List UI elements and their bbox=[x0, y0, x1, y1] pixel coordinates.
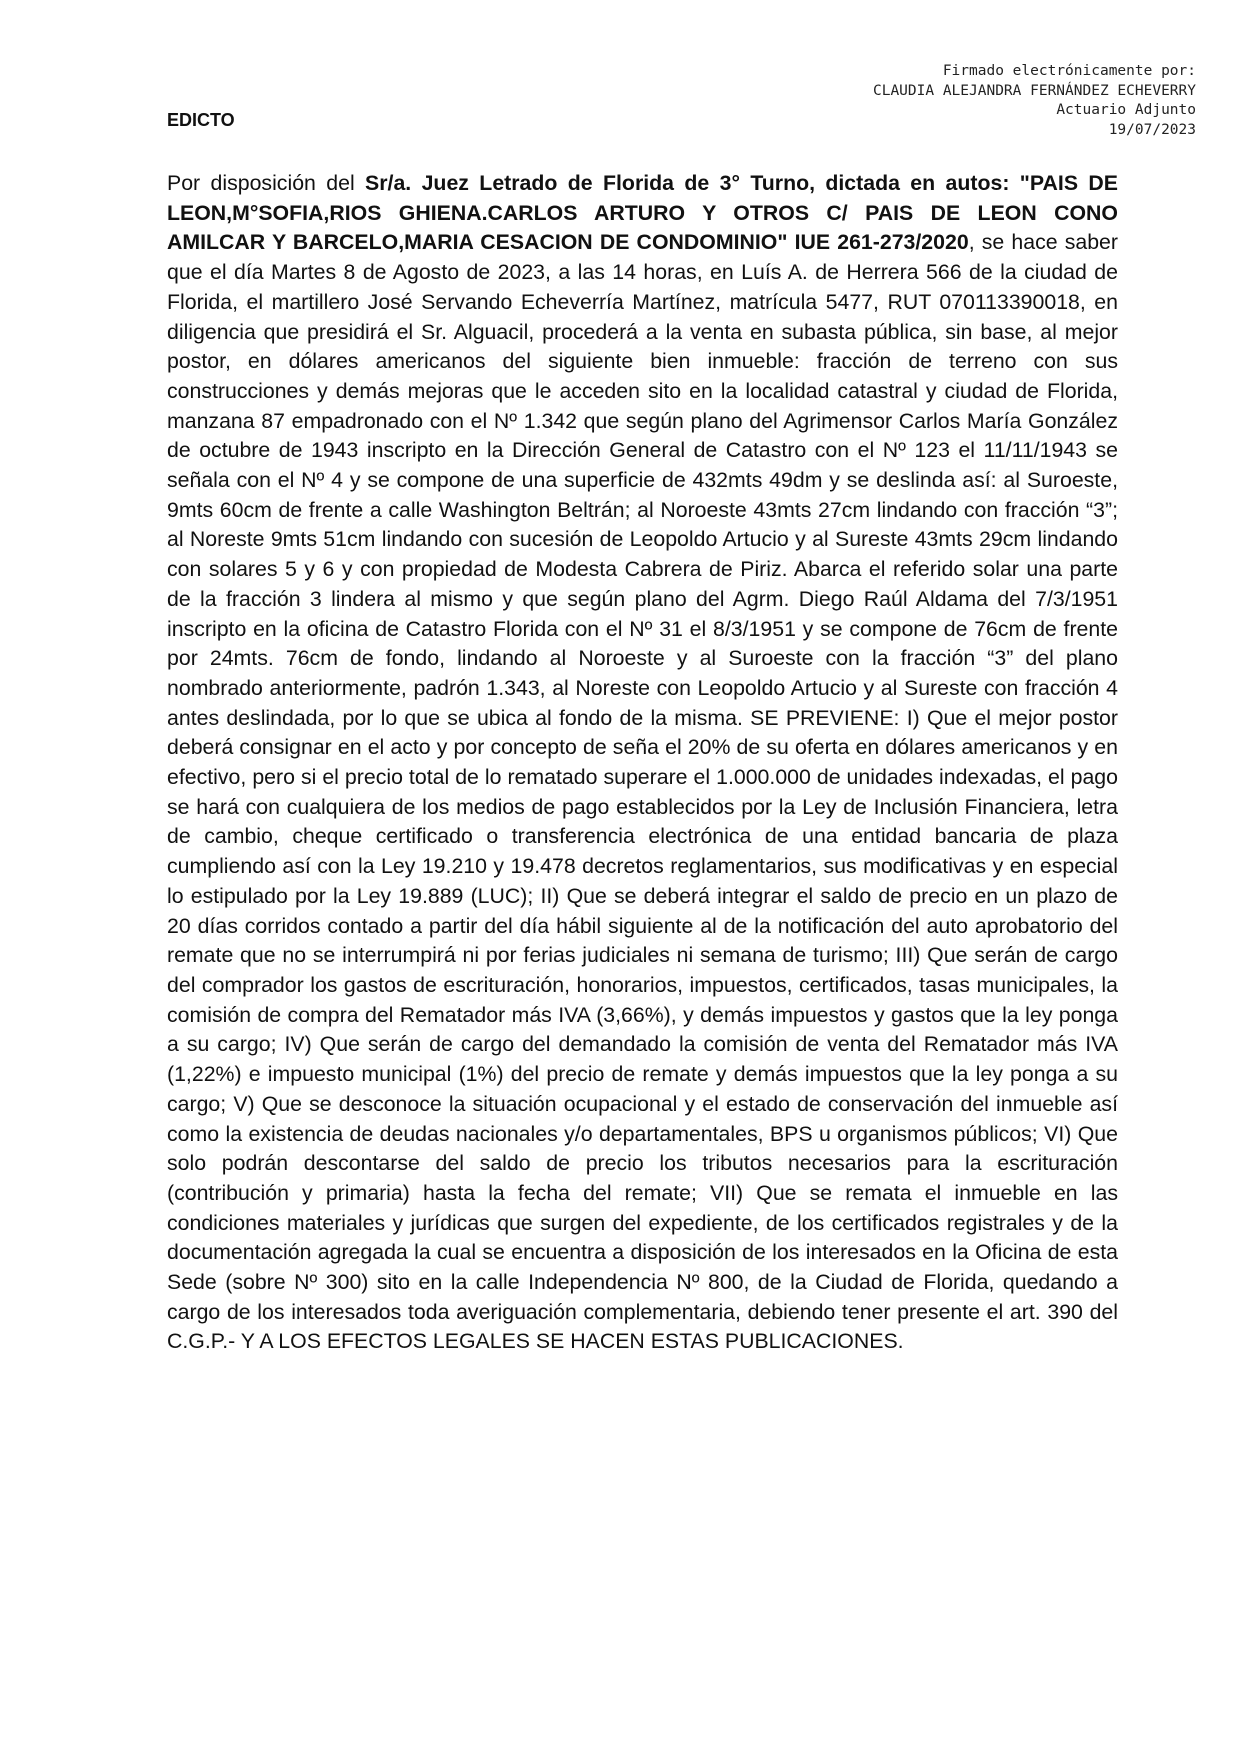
signer-role: Actuario Adjunto bbox=[1056, 102, 1196, 118]
signer-name: CLAUDIA ALEJANDRA FERNÁNDEZ ECHEVERRY bbox=[872, 82, 1196, 99]
electronic-signature-block bbox=[636, 62, 1196, 140]
edict-intro-text: Por disposición del bbox=[167, 171, 366, 195]
edict-body-paragraph bbox=[167, 169, 1118, 1357]
signature-label: Firmado electrónicamente por: bbox=[942, 63, 1196, 79]
edict-body-text: , se hace saber que el día Martes 8 de Agosto de 2023, a las 14 horas, en Luís A. de Herrera 566 de la ciudad de Florida, el martillero José Servando Echeverría Martínez, matrícula 5477, RUT 070113390018, en diligencia que presidirá el Sr. Alguacil, procederá a la venta en subasta pública, sin base, al mejor postor, en dólares americanos del siguiente bien inmueble: fracción de terreno con sus construcciones y demás mejoras que le acceden sito en la localidad catastral y ciudad de Florida, manzana 87 empadronado con el Nº 1.342 que según plano del Agrimensor Carlos María González de octubre de 1943 inscripto en la Dirección General de Catastro con el Nº 123 el 11/11/1943 se señala con el Nº 4 y se compone de una superficie de 432mts 49dm y se deslinda así: al Suroeste, 9mts 60cm de frente a calle Washington Beltrán; al Noroeste 43mts 27cm lindando con fracción “3”; al Noreste 9mts 51cm lindando con sucesión de Leopoldo Artucio y al Sureste 43mts 29cm lindando con solares 5 y 6 y con propiedad de Modesta Cabrera de Piriz. Abarca el referido solar una parte de la fracción 3 lindera al mismo y que según plano del Agrm. Diego Raúl Aldama del 7/3/1951 inscripto en la oficina de Catastro Florida con el Nº 31 el 8/3/1951 y se compone de 76cm de frente por 24mts. 76cm de fondo, lindando al Noroeste y al Suroeste con la fracción “3” del plano nombrado anteriormente, padrón 1.343, al Noreste con Leopoldo Artucio y al Sureste con fracción 4 antes deslindada, por lo que se ubica al fondo de la misma. SE PREVIENE: I) Que el mejor postor deberá consignar en el acto y por concepto de seña el 20% de su oferta en dólares americanos y en efectivo, pero si el precio total de lo rematado superare el 1.000.000 de unidades indexadas, el pago se hará con cualquiera de los medios de pago establecidos por la Ley de Inclusión Financiera, letra de cambio, cheque certificado o transferencia electrónica de una entidad bancaria de plaza cumpliendo así con la Ley 19.210 y 19.478 decretos reglamentarios, sus modificativas y en especial lo estipulado por la Ley 19.889 (LUC); II) Que se deberá integrar el saldo de precio en un plazo de 20 días corridos contado a partir del día hábil siguiente al de la notificación del auto aprobatorio del remate que no se interrumpirá ni por ferias judiciales ni semana de turismo; III) Que serán de cargo del comprador los gastos de escrituración, honorarios, impuestos, certificados, tasas municipales, la comisión de compra del Rematador más IVA (3,66%), y demás impuestos y gastos que la ley ponga a su cargo; IV) Que serán de cargo del demandado la comisión de venta del Rematador más IVA (1,22%) e impuesto municipal (1%) del precio de remate y demás impuestos que la ley ponga a su cargo; V) Que se desconoce la situación ocupacional y el estado de conservación del inmueble así como la existencia de deudas nacionales y/o departamentales, BPS u organismos públicos; VI) Que solo podrán descontarse del saldo de precio los tributos necesarios para la escrituración (contribución y primaria) hasta la fecha del remate; VII) Que se remata el inmueble en las condiciones materiales y jurídicas que surgen del expediente, de los certificados registrales y de la documentación agregada la cual se encuentra a disposición de los interesados en la Oficina de esta Sede (sobre Nº 300) sito en la calle Independencia Nº 800, de la Ciudad de Florida, quedando a cargo de los interesados toda averiguación complementaria, debiendo tener presente el art. 390 del C.G.P.- Y A LOS EFECTOS LEGALES SE HACEN ESTAS PUBLICACIONES. bbox=[167, 230, 1118, 1354]
edict-case-reference: Sr/a. Juez Letrado de Florida de 3° Turno, dictada en autos: "PAIS DE LEON,M°SOFIA,RIOS GHIENA.CARLOS ARTURO Y OTROS C/ PAIS DE LEON CONO AMILCAR Y BARCELO,MARIA CESACION DE CONDOMINIO" IUE 261-273/2020 bbox=[167, 171, 1118, 255]
document-title: EDICTO bbox=[167, 110, 235, 130]
signature-date: 19/07/2023 bbox=[1108, 121, 1196, 138]
